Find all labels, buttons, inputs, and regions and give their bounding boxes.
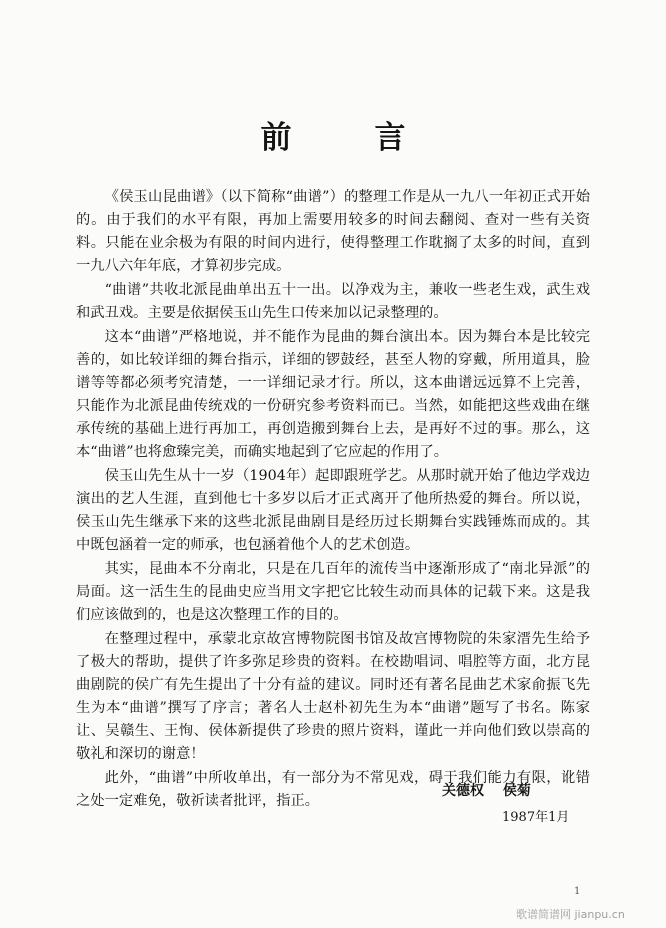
page-title: 前 言 bbox=[260, 120, 432, 156]
paragraph-5: 其实，昆曲本不分南北，只是在几百年的流传当中逐渐形成了“南北异派”的局面。这一活生生的昆曲史应当用文字把它比较生动而具体的记载下来。这是我们应该做到的，也是这次整理工作的目的。 bbox=[76, 561, 590, 623]
paragraph-6: 在整理过程中，承蒙北京故宫博物院图书馆及故宫博物院的朱家溍先生给予了极大的帮助，提供了许多弥足珍贵的资料。在校勘唱词、唱腔等方面，北方昆曲剧院的侯广有先生提出了十分有益的建议。同时还有著名昆曲艺术家俞振飞先生为本“曲谱”撰写了序言；著名人士赵朴初先生为本“曲谱”题写了书名。陈家让、吴赣生、王恂、侯体新提供了珍贵的照片资料，谨此一并向他们致以崇高的敬礼和深切的谢意！ bbox=[76, 631, 590, 762]
paragraph-4: 侯玉山先生从十一岁（1904年）起即跟班学艺。从那时就开始了他边学戏边演出的艺人生涯，直到他七十多岁以后才正式离开了他所热爱的舞台。所以说，侯玉山先生继承下来的这些北派昆曲剧目是经历过长期舞台实践锤炼而成的。其中既包涵着一定的师承，也包涵着他个人的艺术创造。 bbox=[76, 468, 590, 553]
signature-date: 1987年1月 bbox=[502, 810, 570, 825]
paragraph-1: 《侯玉山昆曲谱》（以下简称“曲谱”）的整理工作是从一九八一年初正式开始的。由于我们的水平有限，再加上需要用较多的时间去翻阅、查对一些有关资料。只能在业余极为有限的时间内进行，使得整理工作耽搁了太多的时间，直到一九八六年年底，才算初步完成。 bbox=[76, 189, 590, 274]
preface-body bbox=[76, 186, 590, 814]
page-number: 1 bbox=[574, 886, 581, 897]
paragraph-2: “曲谱”共收北派昆曲单出五十一出。以净戏为主，兼收一些老生戏，武生戏和武丑戏。主要是依据侯玉山先生口传来加以记录整理的。 bbox=[76, 282, 590, 321]
paragraph-7: 此外，“曲谱”中所收单出，有一部分为不常见戏，碍于我们能力有限，讹错之处一定难免，敬祈读者批评，指正。 bbox=[76, 770, 590, 809]
paragraph-3: 这本“曲谱”严格地说，并不能作为昆曲的舞台演出本。因为舞台本是比较完善的，如比较详细的舞台指示，详细的锣鼓经，甚至人物的穿戴，所用道具，脸谱等等都必须考究清楚，一一详细记录才行。所以，这本曲谱远远算不上完善，只能作为北派昆曲传统戏的一份研究参考资料而已。当然，如能把这些戏曲在继承传统的基础上进行再加工，再创造搬到舞台上去，是再好不过的事。那么，这本“曲谱”也将愈臻完美，而确实地起到了它应起的作用了。 bbox=[76, 329, 590, 460]
author-signature: 关德权 侯菊 bbox=[442, 783, 531, 799]
site-watermark: 歌谱简谱网 jianpu.cn bbox=[516, 908, 625, 921]
